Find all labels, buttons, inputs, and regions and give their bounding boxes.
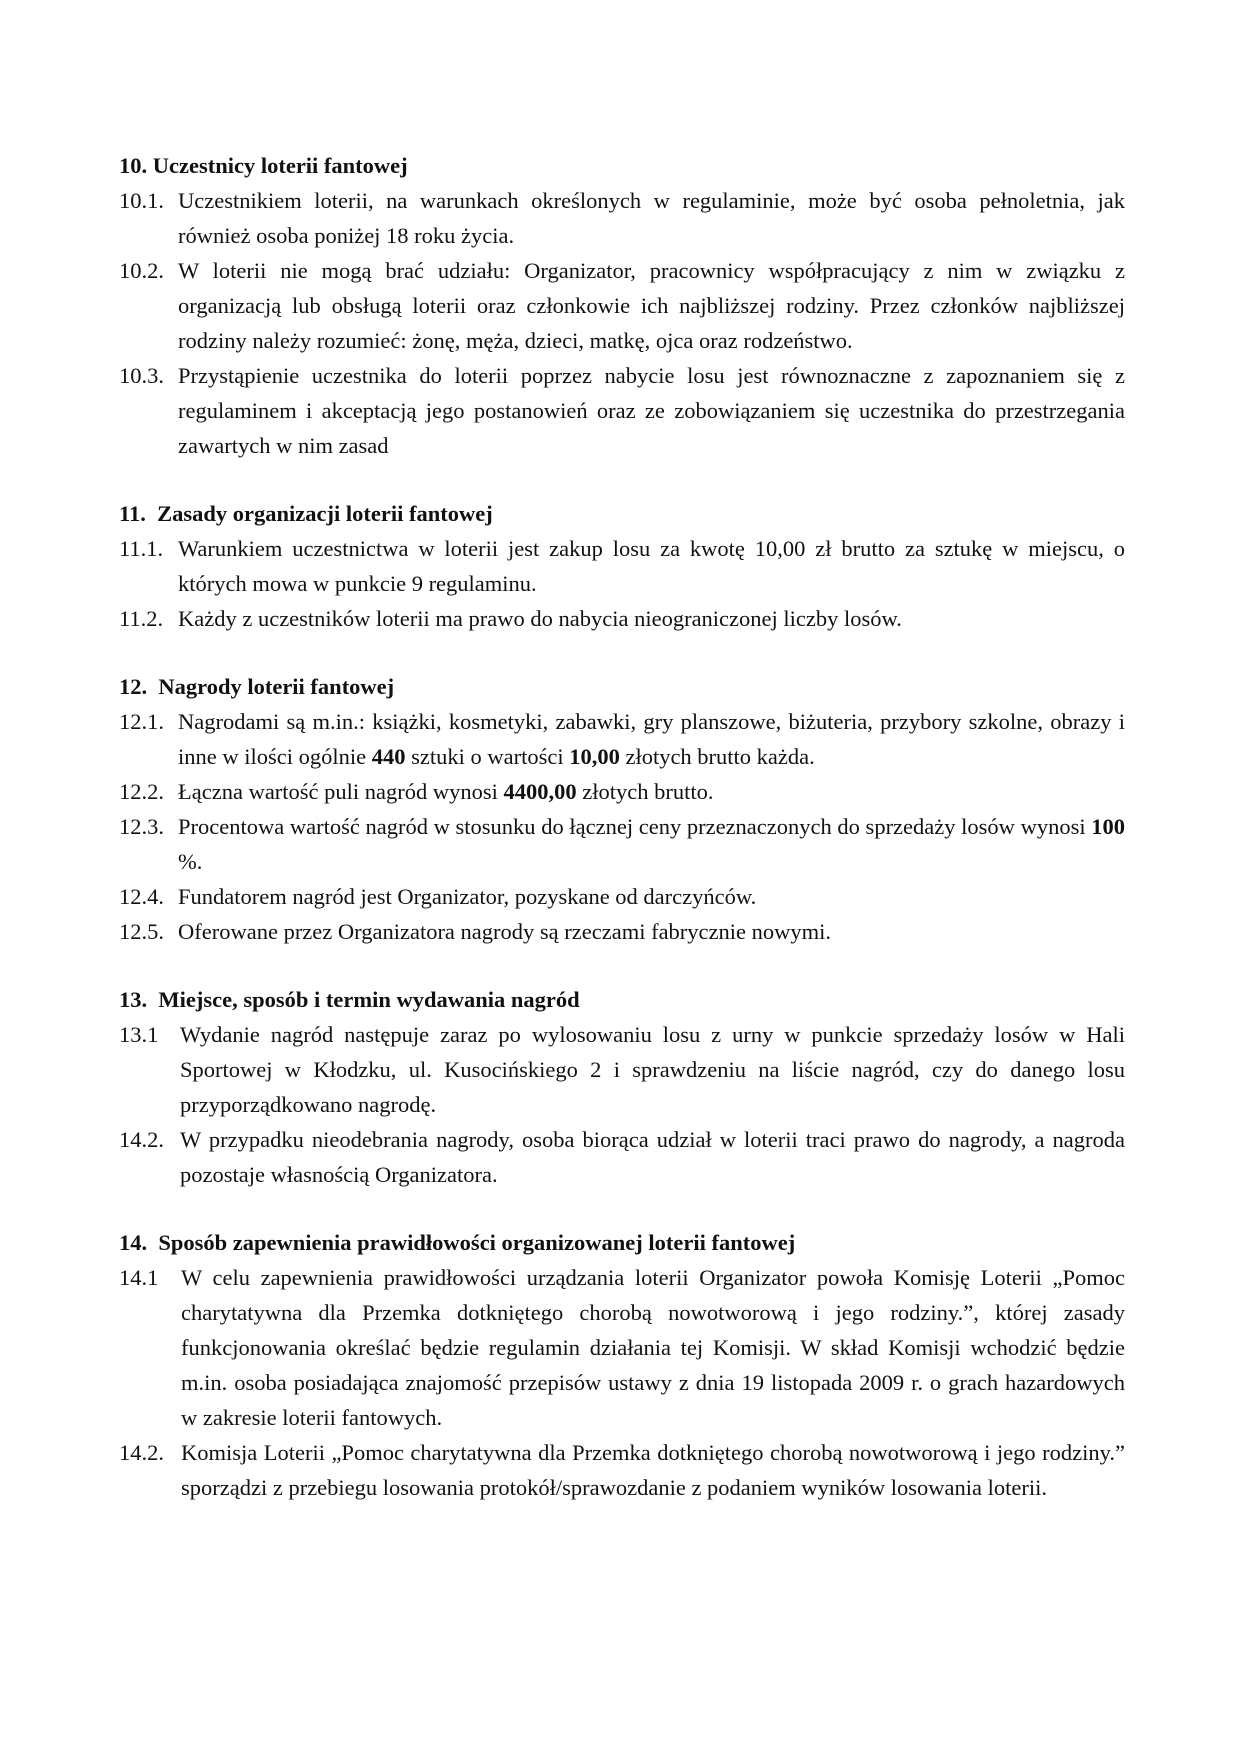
clause-number: 13.1 (119, 1022, 159, 1047)
clause-text-part: Łączna wartość puli nagród wynosi (178, 779, 504, 804)
clause-text: Warunkiem uczestnictwa w loterii jest zakup losu za kwotę 10,00 zł brutto za sztukę w miejscu, o których mowa w punkcie 9 regulaminu. (178, 536, 1125, 596)
document-page (119, 148, 1125, 1538)
clause-text: Fundatorem nagród jest Organizator, pozyskane od darczyńców. (178, 884, 757, 909)
clause-14-2 (119, 1435, 1125, 1505)
clause-number: 12.2. (119, 779, 164, 804)
clause-10-2 (119, 253, 1125, 358)
clause-14-1 (119, 1260, 1125, 1435)
clause-text-part: Nagrodami są m.in.: książki, kosmetyki, zabawki, gry planszowe, biżuteria, przybory szkolne, obrazy i inne w ilości ogólnie (178, 709, 1125, 769)
clause-number: 14.2. (119, 1127, 164, 1152)
clause-text-part: sztuki o wartości (405, 744, 570, 769)
clause-text (178, 779, 714, 804)
clause-10-3 (119, 358, 1125, 463)
clause-number: 10.1. (119, 188, 164, 213)
clause-12-2 (119, 774, 1125, 809)
clause-number: 12.3. (119, 814, 164, 839)
clause-number: 10.3. (119, 363, 164, 388)
section-heading: 10. Uczestnicy loterii fantowej (119, 153, 408, 178)
prize-percentage: 100 (1091, 814, 1125, 839)
clause-text: Przystąpienie uczestnika do loterii poprzez nabycie losu jest równoznaczne z zapoznaniem się z regulaminem i akceptacją jego postanowień oraz ze zobowiązaniem się uczestnika do przestrzegania zawartych w nim zasad (178, 363, 1125, 458)
clause-10-1 (119, 183, 1125, 253)
clause-number: 11.2. (119, 606, 164, 631)
section-lottery-integrity (119, 1225, 1125, 1505)
section-heading: 12. Nagrody loterii fantowej (119, 674, 395, 699)
clause-text: Każdy z uczestników loterii ma prawo do nabycia nieograniczonej liczby losów. (178, 606, 902, 631)
section-participants (119, 148, 1125, 463)
prize-pool-total: 4400,00 (503, 779, 577, 804)
prize-unit-value: 10,00 (569, 744, 620, 769)
clause-11-1 (119, 531, 1125, 601)
clause-text: Wydanie nagród następuje zaraz po wylosowaniu losu z urny w punkcie sprzedaży losów w Hali Sportowej w Kłodzku, ul. Kusocińskiego 2 i sprawdzeniu na liście nagród, czy do danego losu przyporządkowano nagrodę. (180, 1022, 1125, 1117)
clause-number: 11.1. (119, 536, 164, 561)
clause-text-part: %. (178, 849, 203, 874)
section-heading: 14. Sposób zapewnienia prawidłowości organizowanej loterii fantowej (119, 1230, 796, 1255)
clause-12-1 (119, 704, 1125, 774)
clause-text: W przypadku nieodebrania nagrody, osoba biorąca udział w loterii traci prawo do nagrody, a nagroda pozostaje własnością Organizatora. (180, 1127, 1125, 1187)
clause-text (178, 814, 1125, 874)
clause-number: 12.5. (119, 919, 164, 944)
clause-number: 12.4. (119, 884, 164, 909)
clause-12-5 (119, 914, 1125, 949)
clause-text: Oferowane przez Organizatora nagrody są rzeczami fabrycznie nowymi. (178, 919, 832, 944)
clause-number: 12.1. (119, 709, 164, 734)
clause-text: Komisja Loterii „Pomoc charytatywna dla Przemka dotkniętego chorobą nowotworową i jego rodziny.” sporządzi z przebiegu losowania protokół/sprawozdanie z podaniem wyników losowania loterii. (181, 1440, 1125, 1500)
clause-text-part: Procentowa wartość nagród w stosunku do łącznej ceny przeznaczonych do sprzedaży losów wynosi (178, 814, 1092, 839)
clause-text (178, 709, 1125, 769)
section-heading: 13. Miejsce, sposób i termin wydawania nagród (119, 987, 580, 1012)
clause-12-4 (119, 879, 1125, 914)
clause-text: Uczestnikiem loterii, na warunkach określonych w regulaminie, może być osoba pełnoletnia, jak również osoba poniżej 18 roku życia. (178, 188, 1125, 248)
clause-14-2-unclaimed (119, 1122, 1125, 1192)
clause-11-2 (119, 601, 1125, 636)
section-organization-rules (119, 496, 1125, 636)
section-prize-delivery (119, 982, 1125, 1192)
clause-text: W celu zapewnienia prawidłowości urządzania loterii Organizator powoła Komisję Loterii „Pomoc charytatywna dla Przemka dotkniętego chorobą nowotworową i jego rodziny.”, której zasady funkcjonowania określać będzie regulamin działania tej Komisji. W skład Komisji wchodzić będzie m.in. osoba posiadająca znajomość przepisów ustawy z dnia 19 listopada 2009 r. o grach hazardowych w zakresie loterii fantowych. (181, 1265, 1125, 1430)
clause-text: W loterii nie mogą brać udziału: Organizator, pracownicy współpracujący z nim w związku z organizacją lub obsługą loterii oraz członkowie ich najbliższej rodziny. Przez członków najbliższej rodziny należy rozumieć: żonę, męża, dzieci, matkę, ojca oraz rodzeństwo. (178, 258, 1125, 353)
section-heading: 11. Zasady organizacji loterii fantowej (119, 501, 493, 526)
clause-12-3 (119, 809, 1125, 879)
prize-count: 440 (371, 744, 406, 769)
clause-13-1 (119, 1017, 1125, 1122)
clause-number: 14.2. (119, 1440, 164, 1465)
clause-number: 14.1 (119, 1265, 159, 1290)
clause-number: 10.2. (119, 258, 164, 283)
clause-text-part: złotych brutto. (576, 779, 714, 804)
clause-text-part: złotych brutto każda. (619, 744, 815, 769)
section-prizes (119, 669, 1125, 949)
